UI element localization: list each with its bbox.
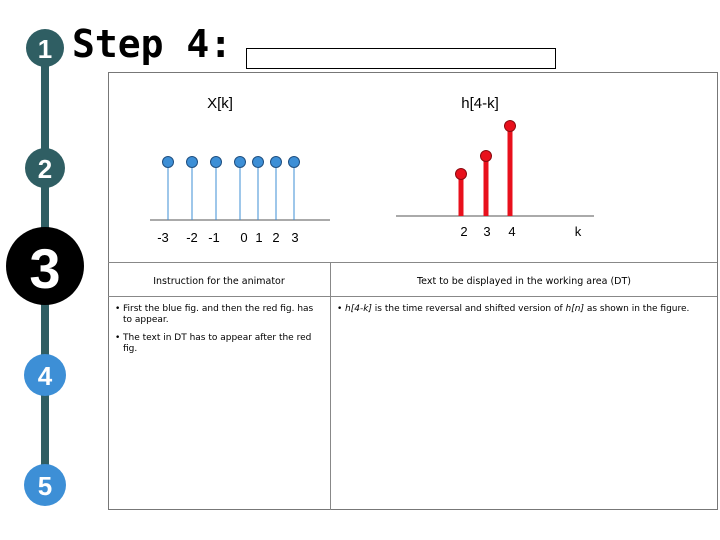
col2-header: Text to be displayed in the working area (DT) (416, 276, 632, 287)
blue-stem-1 (163, 157, 174, 221)
step-5[interactable] (24, 464, 66, 506)
blue-stem-7 (289, 157, 300, 221)
step-3-active[interactable] (6, 227, 84, 305)
step-2-label: 2 (37, 154, 53, 184)
step-1[interactable] (26, 29, 64, 67)
dt-text (345, 304, 689, 315)
h-4-k-label: h[4-k] (461, 95, 499, 112)
left-tick-2: -2 (186, 230, 198, 245)
step-5-label: 5 (37, 471, 53, 501)
red-stem-3 (505, 121, 516, 217)
table-column-divider (330, 262, 331, 510)
stem-figure (108, 72, 718, 262)
right-tick-2: 3 (483, 224, 491, 239)
blue-stem-3 (211, 157, 222, 221)
table-header-divider (108, 296, 717, 297)
dt-mid-text: is the time reversal and shifted version of (371, 304, 566, 314)
left-tick-4: 0 (240, 230, 248, 245)
dt-item-1: • h[4-k] is the time reversal and shifted version of h[n] as shown in the figure. (337, 304, 690, 314)
red-stem-1 (456, 169, 467, 217)
left-tick-3: -1 (208, 230, 220, 245)
x-k-label: X[k] (207, 95, 233, 112)
right-tick-3: 4 (508, 224, 516, 239)
left-tick-7: 3 (291, 230, 299, 245)
blue-stem-2 (187, 157, 198, 221)
instruction-item-2: • The text in DT has to appear after the red fig. (115, 333, 323, 355)
table-top-border (108, 262, 717, 263)
step-rail (0, 0, 100, 540)
step-3-label: 3 (29, 237, 61, 300)
instruction-item-1: • First the blue fig. and then the red fig. has to appear. (115, 304, 323, 326)
step-4-label: 4 (37, 361, 53, 391)
red-stem-2 (481, 151, 492, 217)
instruction-text-1: First the blue fig. and then the red fig. has to appear. (123, 304, 314, 325)
dt-math-2: h[n] (565, 304, 584, 314)
dt-post-text: as shown in the figure. (583, 304, 690, 314)
blue-stem-4 (235, 157, 246, 221)
page-title: Step 4: (72, 22, 233, 66)
dt-math-1: h[4-k] (345, 304, 372, 314)
left-tick-1: -3 (157, 230, 169, 245)
title-text-box[interactable] (246, 48, 556, 69)
step-4[interactable] (24, 354, 66, 396)
left-tick-5: 1 (255, 230, 263, 245)
step-2[interactable] (25, 148, 65, 188)
instruction-text-2: The text in DT has to appear after the red fig. (123, 333, 312, 354)
right-tick-k: k (574, 224, 582, 239)
left-tick-6: 2 (272, 230, 280, 245)
col1-header: Instruction for the animator (153, 276, 285, 287)
right-tick-1: 2 (460, 224, 468, 239)
blue-stem-5 (253, 157, 264, 221)
step-1-label: 1 (37, 34, 53, 64)
blue-stem-6 (271, 157, 282, 221)
